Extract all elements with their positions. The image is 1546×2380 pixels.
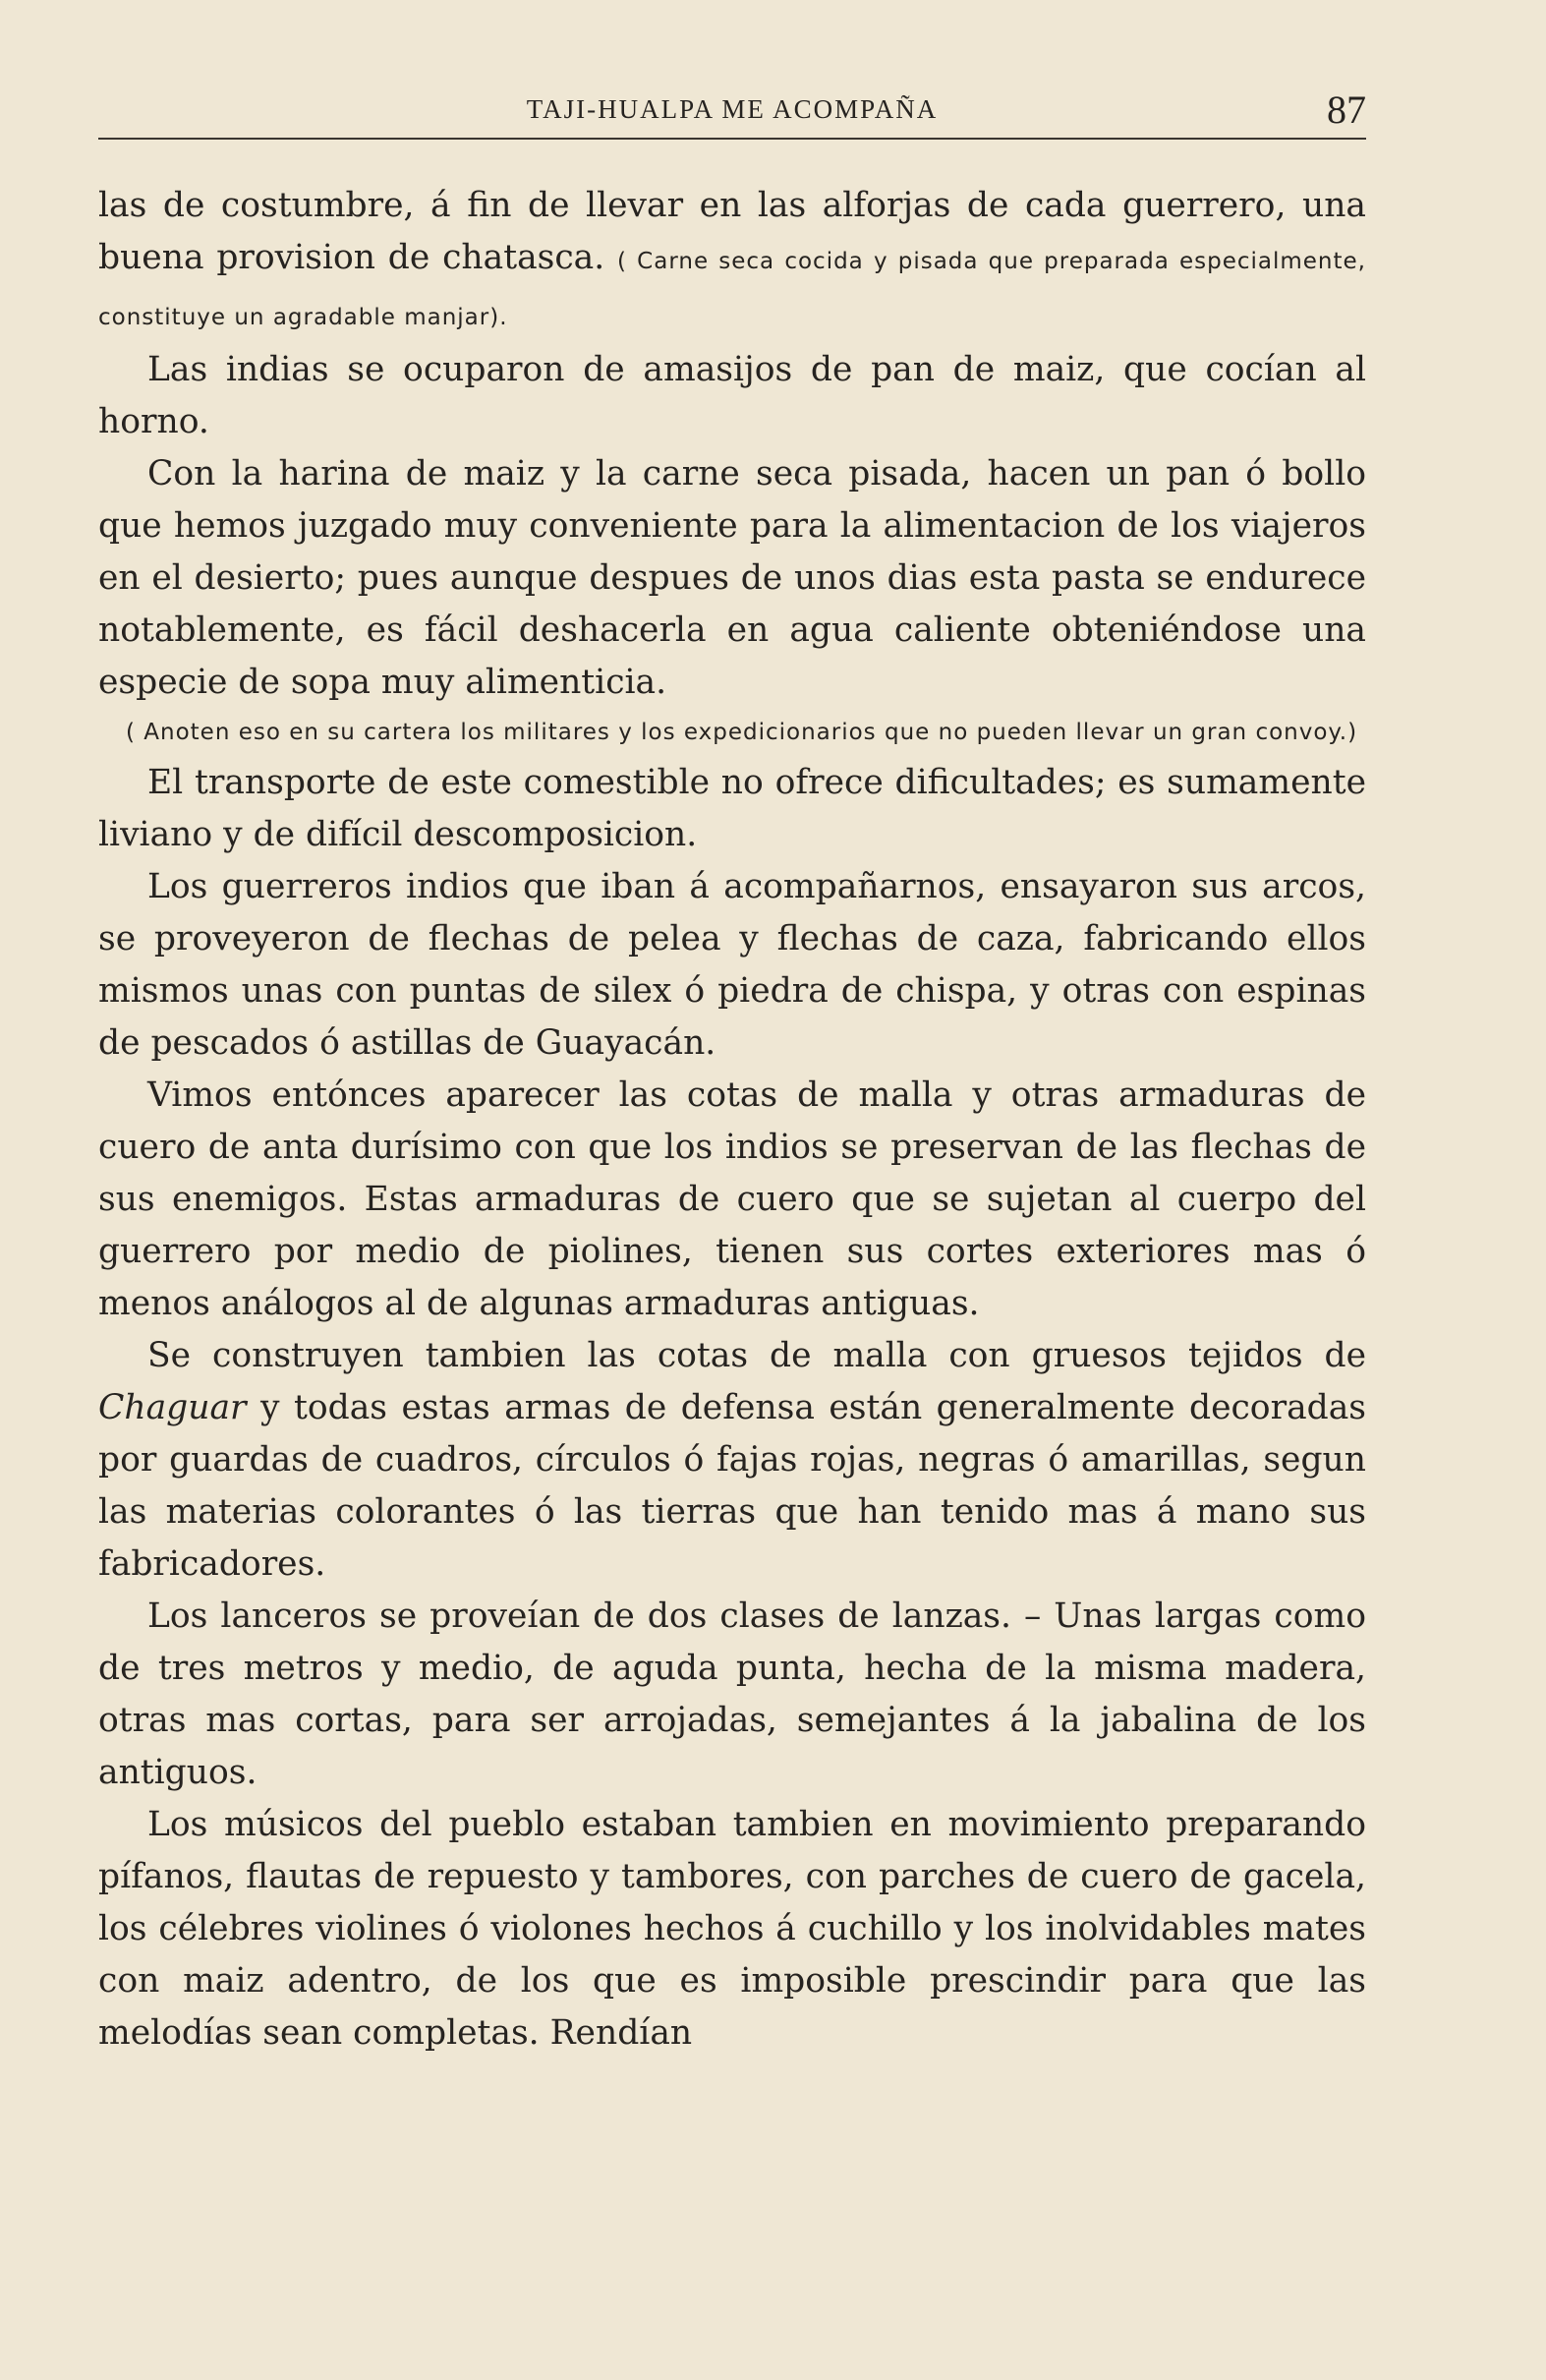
- running-title: TAJI-HUALPA ME ACOMPAÑA: [526, 94, 939, 124]
- paragraph-1: [98, 180, 1366, 344]
- paragraph-5: Los guerreros indios que iban á acompañarnos, ensayaron sus arcos, se proveyeron de flechas de pelea y flechas de caza, fabricando ellos mismos unas con puntas de silex ó piedra de chispa, y otras con espinas de pescados ó astillas de Guayacán.: [98, 867, 1366, 1063]
- paragraph-1-text: las de costumbre, á fin de llevar en las alforjas de cada guerrero, una buena provision de chatasca.: [98, 186, 1366, 277]
- paragraph-7-start: Se construyen tambien las cotas de malla con gruesos tejidos de: [147, 1336, 1366, 1375]
- body-text: [98, 180, 1366, 2060]
- paragraph-7: [98, 1330, 1366, 1591]
- inline-note: ( Carne seca cocida y pisada que preparada especialmente, constituye un agradable manjar).: [98, 249, 1366, 330]
- header-rule: [98, 138, 1366, 140]
- paragraph-6: Vimos entónces aparecer las cotas de malla y otras armaduras de cuero de anta durísimo con que los indios se preservan de las flechas de sus enemigos. Estas armaduras de cuero que se sujetan al cuerpo del guerrero por medio de piolines, tienen sus cortes exteriores mas ó menos análogos al de algunas armaduras antiguas.: [98, 1075, 1366, 1323]
- paragraph-2: Las indias se ocuparon de amasijos de pan de maiz, que cocían al horno.: [98, 350, 1366, 441]
- footnote-note: ( Anoten eso en su cartera los militares y los expedicionarios que no pueden llevar un gran convoy.): [126, 720, 1358, 745]
- paragraph-9: Los músicos del pueblo estaban tambien en movimiento preparando pífanos, flautas de repuesto y tambores, con parches de cuero de gacela, los célebres violines ó violones hechos á cuchillo y los inolvidables mates con maiz adentro, de los que es imposible prescindir para que las melodías sean completas. Rendían: [98, 1805, 1366, 2053]
- paragraph-3: Con la harina de maiz y la carne seca pisada, hacen un pan ó bollo que hemos juzgado muy conveniente para la alimentacion de los viajeros en el desierto; pues aunque despues de unos dias esta pasta se endurece notablemente, es fácil deshacerla en agua caliente obteniéndose una especie de sopa muy alimenticia.: [98, 454, 1366, 702]
- paragraph-7-end: y todas estas armas de defensa están generalmente decoradas por guardas de cuadros, círculos ó fajas rojas, negras ó amarillas, segun las materias colorantes ó las tierras que han tenido mas á mano sus fabricadores.: [98, 1388, 1366, 1584]
- paragraph-8: Los lanceros se proveían de dos clases de lanzas. – Unas largas como de tres metros y medio, de aguda punta, hecha de la misma madera, otras mas cortas, para ser arrojadas, semejantes á la jabalina de los antiguos.: [98, 1596, 1366, 1792]
- italic-term: Chaguar: [98, 1388, 247, 1427]
- paragraph-4: El transporte de este comestible no ofrece dificultades; es sumamente liviano y de difícil descomposicion.: [98, 763, 1366, 854]
- page-number: 87: [1327, 87, 1366, 132]
- running-head: [98, 87, 1366, 145]
